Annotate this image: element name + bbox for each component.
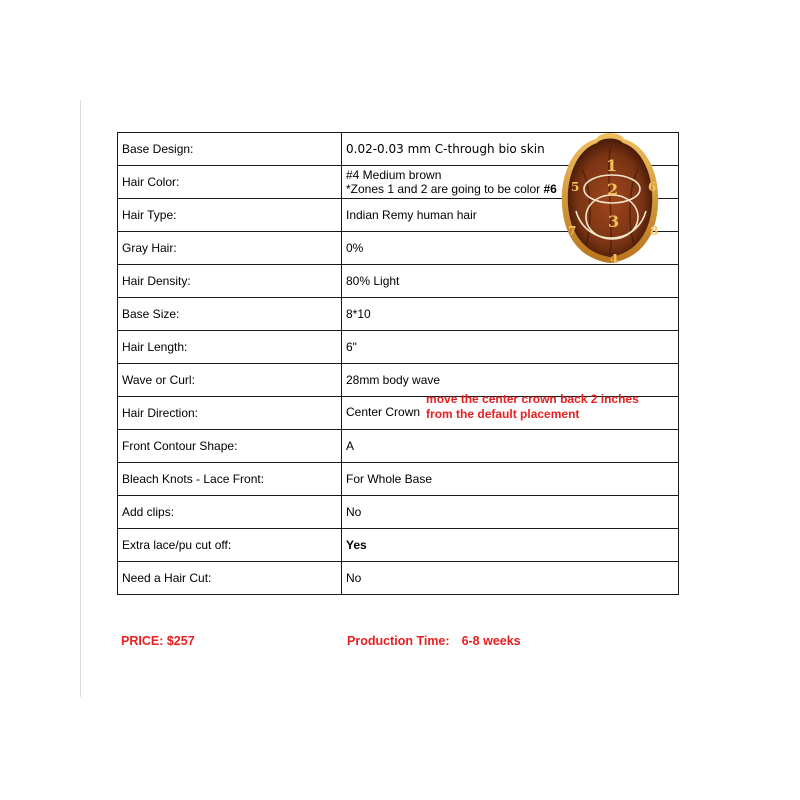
zone-label-6: 6 (648, 180, 657, 194)
row-value: Yes (342, 529, 679, 562)
row-label: Add clips: (118, 496, 342, 529)
row-label: Hair Type: (118, 199, 342, 232)
zone-label-2: 2 (607, 180, 619, 199)
table-row (118, 331, 679, 364)
row-label: Hair Direction: (118, 397, 342, 430)
production-label: Production Time: (347, 634, 450, 648)
table-row (118, 562, 679, 595)
left-margin-rule (80, 100, 81, 697)
row-value: No (342, 562, 679, 595)
row-value: 80% Light (342, 265, 679, 298)
hair-direction-note (426, 392, 639, 422)
row-value: 8*10 (342, 298, 679, 331)
note-line-1: move the center crown back 2 inches (426, 392, 639, 406)
zone-label-7: 7 (568, 224, 577, 238)
zones-note-text: *Zones 1 and 2 are going to be color (346, 182, 544, 196)
row-label: Base Design: (118, 133, 342, 166)
row-label: Hair Density: (118, 265, 342, 298)
row-value: 28mm body wave (342, 364, 679, 397)
row-label: Need a Hair Cut: (118, 562, 342, 595)
hair-color-line-1: #4 Medium brown (346, 168, 442, 182)
table-row (118, 463, 679, 496)
row-label: Base Size: (118, 298, 342, 331)
row-value: 6" (342, 331, 679, 364)
hair-zone-diagram (556, 129, 664, 267)
zone-label-8: 8 (650, 224, 659, 238)
production-value: 6-8 weeks (461, 634, 521, 648)
row-label: Gray Hair: (118, 232, 342, 265)
row-value: A (342, 430, 679, 463)
zone-label-3: 3 (608, 212, 620, 231)
table-row (118, 430, 679, 463)
table-row (118, 496, 679, 529)
table-row (118, 298, 679, 331)
row-value: For Whole Base (342, 463, 679, 496)
price-line (121, 634, 195, 648)
row-label: Hair Color: (118, 166, 342, 199)
price-value: $257 (166, 634, 195, 648)
row-label: Wave or Curl: (118, 364, 342, 397)
row-label: Bleach Knots - Lace Front: (118, 463, 342, 496)
note-line-2: from the default placement (426, 407, 580, 421)
row-label: Hair Length: (118, 331, 342, 364)
zone-label-1: 1 (606, 156, 618, 175)
price-label: PRICE: (121, 634, 164, 648)
zones-color-code: #6 (543, 182, 557, 196)
row-value: 0% (342, 232, 679, 265)
hair-direction-value: Center Crown (346, 405, 421, 420)
zone-label-5: 5 (571, 180, 580, 194)
row-value: No (342, 496, 679, 529)
row-value: Indian Remy human hair (342, 199, 679, 232)
production-time-line (347, 634, 521, 648)
row-value (342, 392, 679, 430)
row-value: 0.02-0.03 mm C-through bio skin (342, 133, 679, 166)
table-row (118, 265, 679, 298)
table-row (118, 529, 679, 562)
row-label: Front Contour Shape: (118, 430, 342, 463)
table-row (118, 397, 679, 430)
row-label: Extra lace/pu cut off: (118, 529, 342, 562)
zone-label-4: 4 (610, 252, 619, 266)
